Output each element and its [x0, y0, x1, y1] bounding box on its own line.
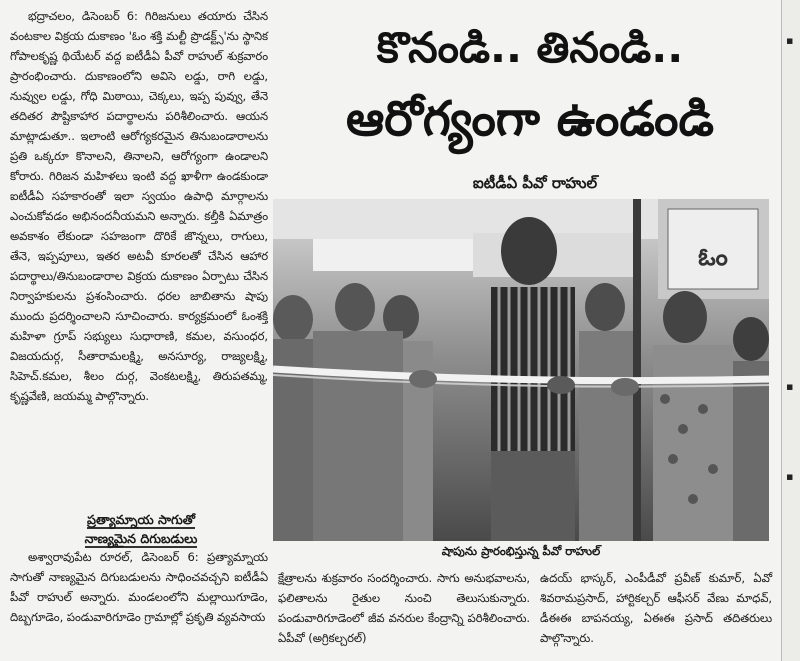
article-left-bottom [10, 547, 268, 627]
middle-paragraph: క్షేత్రాలను శుక్రవారం సందర్శించారు. సాగు అనుభవాలను, ఫలితాలను రైతుల నుంచి తెలుసుకున్నారు. పండువారిగూడెంలో జీవ వనరుల కేంద్రాన్ని పరిశీలించారు. ఏపీవో (అగ్రికల్చరల్) [278, 571, 530, 645]
article-right-column [540, 568, 772, 648]
ribbon-cutting-photo-icon [273, 199, 769, 541]
headline-line-2: ఆరోగ్యంగా ఉండండి [345, 91, 715, 147]
byline: ఐటీడీఏ పీవో రాహుల్ [472, 174, 598, 192]
adjacent-page-edge [781, 0, 800, 661]
edge-mark-icon: ▪ [786, 470, 794, 483]
second-article-paragraph: అశ్వారావుపేట రూరల్, డిసెంబర్ 6: ప్రత్యామ్నాయ సాగుతో నాణ్యమైన దిగుబడులను సాధించవచ్చని ఐటీడీఏ పీవో రాహుల్ అన్నారు. మండలంలోని మల్లాయిగూడెం, దిబ్బగూడెం, పండువారిగూడెం గ్రామాల్లో ప్రకృతి వ్యవసాయ [10, 550, 268, 624]
sub-headline-line-1: ప్రత్యామ్నాయ సాగుతో [86, 512, 196, 527]
photo-caption: షాపును ప్రారంభిస్తున్న పీవో రాహుల్ [441, 544, 601, 558]
edge-mark-icon: ▪ [786, 34, 794, 47]
headline-line-1: కొనండి.. తినండి.. [376, 23, 684, 72]
shop-sign: ఓం [698, 243, 728, 271]
sub-headline [26, 510, 256, 548]
article-paragraph: భద్రాచలం, డిసెంబర్ 6: గిరిజనులు తయారు చేసిన వంటకాల విక్రయ దుకాణం 'ఓం శక్తి మల్టీ ప్రొడక్ట్స్'ను స్థానిక గోపాలకృష్ణ థియేటర్ వద్ద ఐటీడీఏ పీవో రాహుల్ శుక్రవారం ప్రారంభించారు. దుకాణంలోని అవిసె లడ్డు, రాగి లడ్డు, నువ్వుల లడ్డు, గోధి మిఠాయి, చెక్కలు, ఇప్ప పువ్వు, తేనె తదితర పౌష్టికాహార పదార్థాలను పరిశీలించారు. ఆయన మాట్లాడుతూ.. ఇలాంటి ఆరోగ్యకరమైన తినుబండారాలను ప్రతి ఒక్కరూ కొనాలని, తినాలని, ఆరోగ్యంగా ఉండాలని కోరారు. గిరిజన మహిళలు ఇంటి వద్ద ఖాళీగా ఉండకుండా ఐటీడీఏ సహకారంతో ఇలా స్వయం ఉపాధి మార్గాలను ఎంచుకోవడం అభినందనీయమని అన్నారు. కల్తీకి ఏమాత్రం అవకాశం లేకుండా సహజంగా దొరికే జొన్నలు, రాగులు, తేనె, ఇప్పపూలు, ఇతర అటవీ కూరలతో చేసిన ఆహార పదార్థాలు/తినుబండారాల విక్రయ దుకాణం ఏర్పాటు చేసిన నిర్వాహకులను ప్రశంసించారు. ధరల జాబితాను షాపు ముందు ప్రదర్శించాలని సూచించారు. కార్యక్రమంలో ఓంశక్తి మహిళా గ్రూప్ సభ్యులు సుధారాణి, కమల, వసుంధర, విజయదుర్గ, సీతారామలక్ష్మి, అనసూర్య, రాజ్యలక్ష్మి, సిహెచ్.కమల, శీలం దుర్గ, వెంకటలక్ష్మి, తిరుపతమ్మ, కృష్ణవేణి, జయమ్మ పాల్గొన్నారు. [10, 9, 268, 403]
sub-headline-line-2: నాణ్యమైన దిగుబడులు [84, 531, 198, 546]
article-left-column [10, 6, 268, 406]
right-paragraph: ఉదయ్ భాస్కర్, ఎంపీడీవో ప్రవీణ్ కుమార్, ఏవో శివరామప్రసాద్, హార్టికల్చర్ ఆఫీసర్ వేణు మాధవ్, డీఈఈ బాపనయ్య, ఏఈఈ ప్రసాద్ తదితరులు పాల్గొన్నారు. [540, 571, 772, 645]
article-middle-column [278, 568, 530, 648]
edge-mark-icon: ▪ [786, 380, 794, 393]
news-photo [273, 199, 769, 541]
